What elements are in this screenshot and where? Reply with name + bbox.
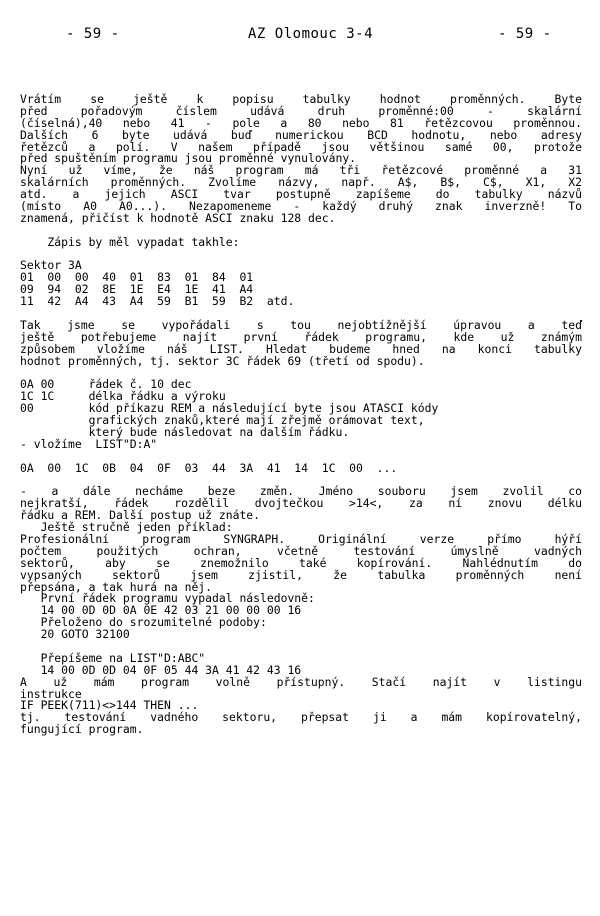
- page-number-right: - 59 -: [498, 26, 552, 42]
- text-line: Zápis by měl vypadat takhle:: [20, 234, 240, 249]
- text-line: grafických znaků,které mají zřejmě orámovat text,: [20, 413, 425, 428]
- text-line: hodnot proměnných, tj. sektor 3C řádek 69 (třetí od spodu).: [20, 353, 425, 368]
- text-line: Profesionální program SYNGRAPH. Originální verze přímo hýří: [20, 531, 582, 546]
- text-line: Přepíšeme na LIST"D:ABC": [20, 650, 206, 665]
- text-line: vypsaných sektorů jsem zjistil, že tabulka proměnných není: [20, 567, 582, 582]
- text-line: skalárních proměnných. Zvolíme názvy, např. A$, B$, C$, X1, X2: [20, 175, 582, 190]
- text-line: počtem použitých ochran, včetně testování úmyslně vadných: [20, 543, 582, 558]
- page-header-title: AZ Olomouc 3-4: [248, 26, 374, 42]
- text-line: 00 kód příkazu REM a následující byte jsou ATASCI kódy: [20, 401, 439, 416]
- text-line: nejkratší, řádek rozdělil dvojtečkou >14<, za ní znovu délku: [20, 496, 582, 511]
- text-line: znamená, přičíst k hodnotě ASCI znaku 128 dec.: [20, 210, 336, 225]
- text-line: způsobem vložíme náš LIST. Hledat budeme hned na konci tabulky: [20, 341, 582, 356]
- blank-line: [20, 249, 582, 261]
- text-line: 0A 00 řádek č. 10 dec: [20, 377, 192, 392]
- text-line: tj. testování vadného sektoru, přepsat ji a mám kopírovatelný,: [20, 710, 582, 725]
- text-line: Přeloženo do srozumitelné podoby:: [20, 615, 267, 630]
- text-line: řádku a REM. Další postup už znáte.: [20, 508, 261, 523]
- text-line: který bude následovat na dalším řádku.: [20, 424, 350, 439]
- text-line: 1C 1C délka řádku a výroku: [20, 389, 226, 404]
- text-line: A už mám program volně přístupný. Stačí najít v listingu: [20, 674, 582, 689]
- text-line: Dalších 6 byte udává buď numerickou BCD hodnotu, nebo adresy: [20, 127, 582, 142]
- text-line: Nyní už víme, že náš program má tři řetězcové proměnné a 31: [20, 163, 582, 178]
- text-line: 11 42 A4 43 A4 59 B1 59 B2 atd.: [20, 294, 295, 309]
- text-line: před spuštěním programu jsou proměnné vynulovány.: [20, 151, 357, 166]
- text-line: 09 94 02 8E 1E E4 1E 41 A4: [20, 282, 254, 297]
- text-line: Ještě stručně jeden příklad:: [20, 520, 233, 535]
- text-line: (místo A0 A0...). Nezapomeneme - každý druhý znak inverzně! To: [20, 199, 582, 214]
- text-line: První řádek programu vypadal následovně:: [20, 591, 315, 606]
- text-line: 0A 00 1C 0B 04 0F 03 44 3A 41 14 1C 00 ...: [20, 460, 398, 475]
- text-line: 01 00 00 40 01 83 01 84 01: [20, 270, 254, 285]
- text-line: - vložíme LIST"D:A": [20, 436, 158, 451]
- text-line: 20 GOTO 32100: [20, 627, 130, 642]
- text-line: řetězců a polí. V našem případě jsou většinou samé 00, protože: [20, 139, 582, 154]
- text-line: sektorů, aby se znemožnilo také kopírování. Nahlédnutím do: [20, 555, 582, 570]
- text-line: Sektor 3A: [20, 258, 82, 273]
- text-line: Tak jsme se vypořádali s tou nejobtížnější úpravou a teď: [20, 317, 582, 332]
- text-line: 14 00 0D 0D 04 0F 05 44 3A 41 42 43 16: [20, 662, 302, 677]
- text-line: 14 00 0D 0D 0A 0E 42 03 21 00 00 00 16: [20, 603, 302, 618]
- text-line: - a dále necháme beze změn. Jméno souboru jsem zvolil co: [20, 484, 582, 499]
- page-number-left: - 59 -: [66, 26, 120, 42]
- text-line: přepsána, a tak hurá na něj.: [20, 579, 213, 594]
- text-line: IF PEEK(711)<>144 THEN ...: [20, 698, 199, 713]
- article-body: [20, 94, 582, 736]
- text-line: fungující program.: [20, 722, 144, 737]
- text-line: atd. a jejich ASCI tvar postupně zapíšeme do tabulky názvů: [20, 187, 582, 202]
- text-line: instrukce: [20, 686, 82, 701]
- text-line: ještě potřebujeme najít první řádek programu, kde už známým: [20, 329, 582, 344]
- text-line: (číselná),40 nebo 41 - pole a 80 nebo 81 řetězcovou proměnnou.: [20, 115, 582, 130]
- text-line: Vrátím se ještě k popisu tabulky hodnot proměnných. Byte: [20, 92, 582, 106]
- text-line: před pořadovým číslem udává druh proměnné:00 - skalární: [20, 103, 582, 118]
